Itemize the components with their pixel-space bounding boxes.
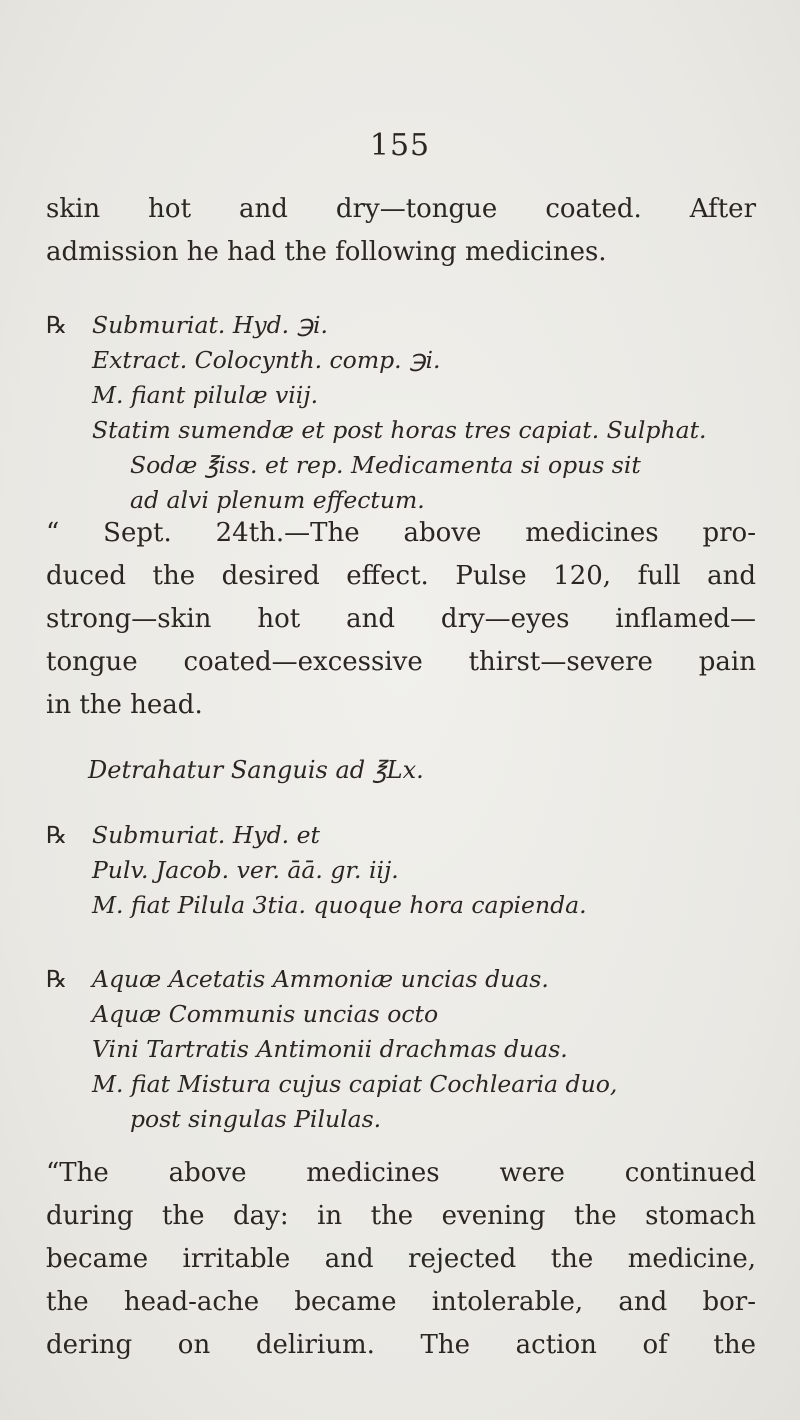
prescription-line: Pulv. Jacob. ver. āā. gr. iij. xyxy=(92,856,399,884)
text-line: dering on delirium. The action of the xyxy=(46,1330,756,1360)
prescription-line: Vini Tartratis Antimonii drachmas duas. xyxy=(92,1035,568,1063)
text-line: admission he had the following medicines. xyxy=(46,237,607,267)
prescription-line: post singulas Pilulas. xyxy=(130,1105,382,1133)
text-line: the head-ache became intolerable, and bor- xyxy=(46,1287,756,1317)
page-number: 155 xyxy=(369,128,431,163)
text-line: “The above medicines were continued xyxy=(46,1158,756,1188)
recipe-symbol: ℞ xyxy=(46,965,68,993)
text-line: strong—skin hot and dry—eyes inflamed— xyxy=(46,604,756,634)
prescription-line: Aquæ Communis uncias octo xyxy=(92,1000,439,1028)
prescription-line: M. fiat Mistura cujus capiat Cochlearia duo, xyxy=(92,1070,618,1098)
prescription-3 xyxy=(46,962,766,1137)
prescription-line: M. fiat Pilula 3tia. quoque hora capienda. xyxy=(92,891,587,919)
recipe-symbol: ℞ xyxy=(46,311,68,339)
text-line: became irritable and rejected the medicine, xyxy=(46,1244,756,1274)
text-line: “ Sept. 24th.—The above medicines pro- xyxy=(46,518,756,548)
paragraph-continued xyxy=(46,1152,756,1367)
paragraph-sept-24 xyxy=(46,512,756,727)
recipe-symbol: ℞ xyxy=(46,821,68,849)
prescription-line: M. fiant pilulæ viij. xyxy=(92,381,319,409)
prescription-line: Statim sumendæ et post horas tres capiat. Sulphat. xyxy=(92,416,707,444)
text-line: during the day: in the evening the stomach xyxy=(46,1201,756,1231)
text-line: tongue coated—excessive thirst—severe pain xyxy=(46,647,756,677)
prescription-line: Extract. Colocynth. comp. ℈i. xyxy=(92,346,441,374)
prescription-line: Submuriat. Hyd. et xyxy=(92,821,320,849)
text-line: skin hot and dry—tongue coated. After xyxy=(46,194,756,224)
prescription-line: Aquæ Acetatis Ammoniæ uncias duas. xyxy=(92,965,549,993)
prescription-2 xyxy=(46,818,766,923)
text-line: in the head. xyxy=(46,690,203,720)
prescription-line: Sodæ ℥iss. et rep. Medicamenta si opus sit xyxy=(130,451,641,479)
text-line: duced the desired effect. Pulse 120, full and xyxy=(46,561,756,591)
prescription-line: ad alvi plenum effectum. xyxy=(130,486,425,514)
prescription-1 xyxy=(46,308,766,518)
paragraph-intro xyxy=(46,188,756,274)
prescription-line: Submuriat. Hyd. ℈i. xyxy=(92,311,328,339)
bleeding-note: Detrahatur Sanguis ad ℥Lx. xyxy=(88,756,424,784)
